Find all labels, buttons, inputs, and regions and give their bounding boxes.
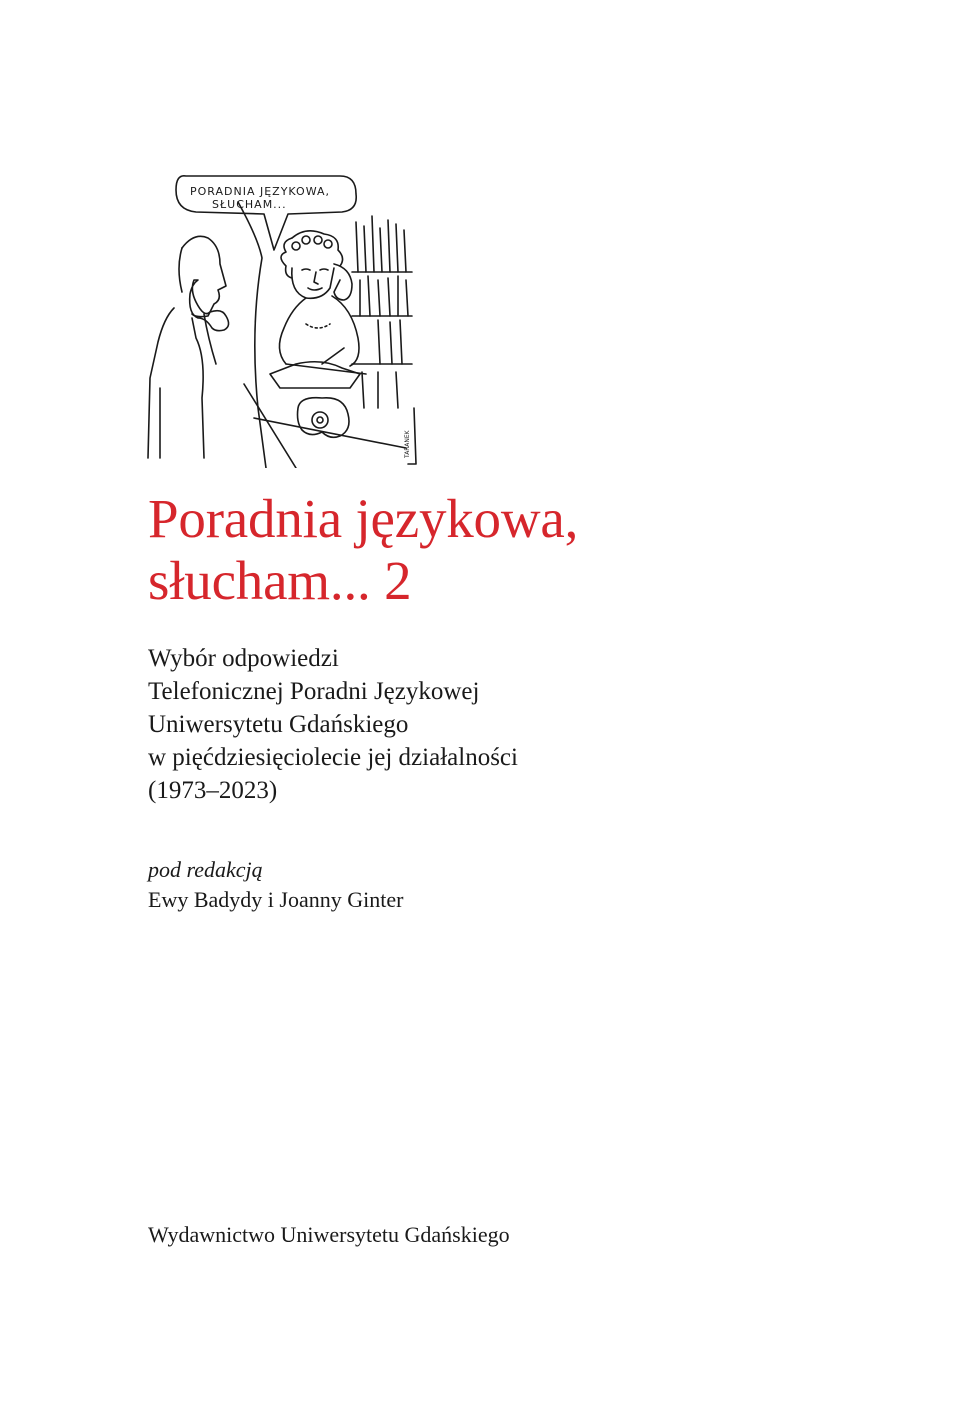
divider-line xyxy=(238,202,266,468)
editors-label: pod redakcją xyxy=(148,857,263,882)
speech-bubble-text-1: PORADNIA JĘZYKOWA, xyxy=(190,185,330,198)
editors-names: Ewy Badydy i Joanny Ginter xyxy=(148,887,404,912)
publisher-name: Wydawnictwo Uniwersytetu Gdańskiego xyxy=(148,1222,510,1247)
subtitle-line-3: Uniwersytetu Gdańskiego xyxy=(148,711,409,738)
book-subtitle xyxy=(148,642,908,807)
book-title xyxy=(148,488,908,612)
editors xyxy=(148,855,908,915)
bookshelf xyxy=(352,216,412,408)
man-on-phone xyxy=(148,236,229,458)
title-line-2: słucham... 2 xyxy=(148,550,412,611)
artist-signature: TARANEK xyxy=(404,430,411,458)
cover-cartoon-illustration xyxy=(146,168,418,468)
woman-on-phone xyxy=(279,231,366,374)
pen xyxy=(322,348,344,364)
subtitle-line-2: Telefonicznej Poradni Językowej xyxy=(148,678,480,705)
subtitle-line-5: (1973–2023) xyxy=(148,777,278,804)
subtitle-line-4: w pięćdziesięciolecie jej działalności xyxy=(148,744,518,771)
open-book xyxy=(270,362,360,388)
subtitle-line-1: Wybór odpowiedzi xyxy=(148,645,339,672)
desk-edge xyxy=(244,384,296,468)
desk-front xyxy=(254,418,406,448)
speech-bubble-text-2: SŁUCHAM... xyxy=(212,198,287,211)
speech-bubble xyxy=(176,176,356,250)
title-line-1: Poradnia językowa, xyxy=(148,488,579,549)
